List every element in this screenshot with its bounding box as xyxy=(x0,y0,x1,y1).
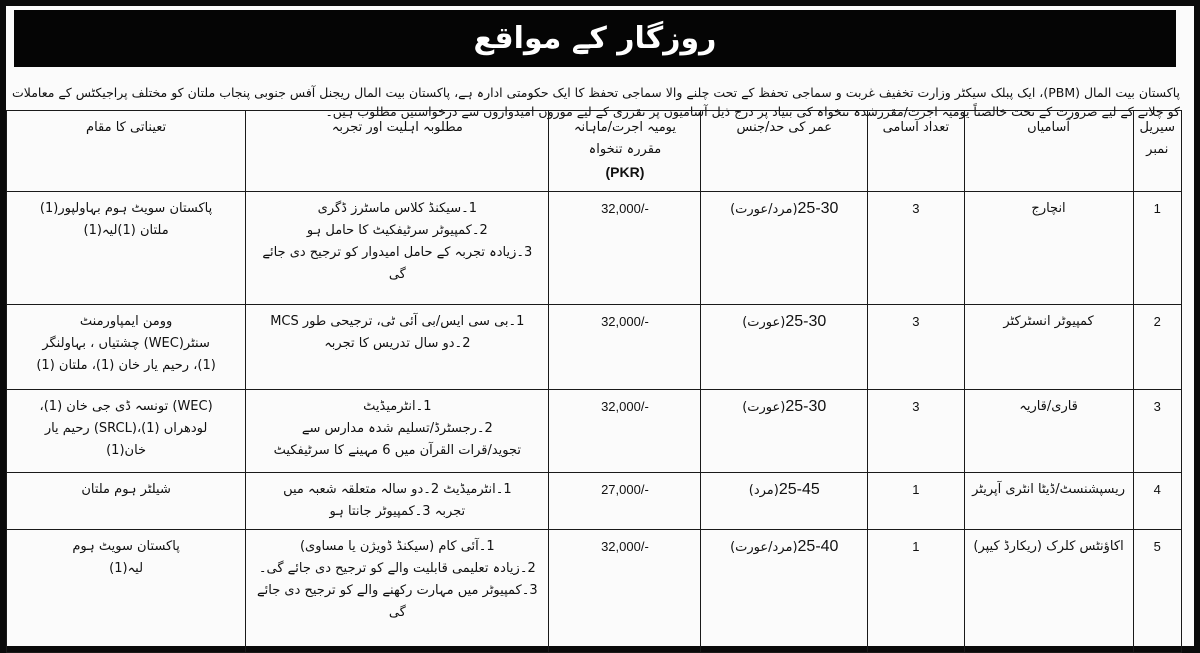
header-pay xyxy=(549,111,701,192)
qualification-line: 2۔زیادہ تعلیمی قابلیت والے کو ترجیح دی جائے گی۔ xyxy=(258,561,536,576)
cell-pay xyxy=(549,473,701,530)
location-line: (WEC) تونسہ ڈی جی خان (1)، xyxy=(39,399,213,414)
age-range: 25-40 xyxy=(797,538,839,555)
vacancies-table xyxy=(6,110,1182,653)
age-range: 25-30 xyxy=(797,200,839,217)
table-row xyxy=(7,530,1182,653)
qualification-line: تجوید/قرات القرآن میں 6 مہینے کا سرٹیفکیٹ xyxy=(273,443,522,458)
pay-value: 32,000/- xyxy=(601,399,649,414)
cell-serial: 1 xyxy=(1133,192,1181,305)
table-row xyxy=(7,390,1182,473)
location-line: وومن ایمپاورمنٹ xyxy=(79,314,173,329)
location-line: لیہ(1) xyxy=(109,561,144,576)
cell-age-gender xyxy=(701,192,868,305)
table-row xyxy=(7,305,1182,390)
header-serial: سیریل نمبر xyxy=(1133,111,1181,192)
cell-post: اکاؤنٹس کلرک (ریکارڈ کیپر) xyxy=(964,530,1133,653)
cell-location xyxy=(7,473,246,530)
qualification-line: تجربہ 3۔کمپیوٹر جانتا ہو xyxy=(329,504,466,519)
cell-location xyxy=(7,390,246,473)
qualification-line: 1۔آئی کام (سیکنڈ ڈویژن یا مساوی) xyxy=(299,539,495,554)
cell-age-gender xyxy=(701,530,868,653)
location-line: شیلٹر ہوم ملتان xyxy=(81,482,171,497)
cell-count: 3 xyxy=(868,305,964,390)
cell-age-gender xyxy=(701,473,868,530)
header-count: تعداد آسامی xyxy=(868,111,964,192)
cell-qualification xyxy=(246,390,549,473)
qualification-line: 2۔دو سال تدریس کا تجربہ xyxy=(324,336,471,351)
cell-pay xyxy=(549,390,701,473)
table-row xyxy=(7,473,1182,530)
cell-qualification xyxy=(246,192,549,305)
cell-count: 3 xyxy=(868,192,964,305)
header-pay-unit: (PKR) xyxy=(605,164,645,180)
cell-location xyxy=(7,530,246,653)
cell-post: ریسپشنسٹ/ڈیٹا انٹری آپریٹر xyxy=(964,473,1133,530)
cell-location xyxy=(7,305,246,390)
gender: (مرد) xyxy=(748,483,779,498)
table-header-row xyxy=(7,111,1182,192)
page-title: روزگار کے مواقع xyxy=(473,21,717,56)
intro-paragraph: پاکستان بیت المال (PBM)، ایک پبلک سیکٹر وزارت تخفیف غربت و سماجی تحفظ کے تحت چلنے والا سماجی تحفظ کا ایک حکومتی ادارہ ہے، پاکستان بیت المال ریجنل آفس جنوبی پنجاب ملتان کو مختلف پراجیکٹس کے معاملات کو چلانے کے لیے ضرورت کے تحت خالصتاً یومیہ اجرت/مقررشدہ تنخواہ کی بنیاد پر درج ذیل آسامیوں پر تقرری کے لیے موزوں امیدواروں سے درخواستیں مطلوب ہیں۔ xyxy=(12,84,1181,119)
qualification-line: 1۔انٹرمیڈیٹ xyxy=(363,399,432,414)
location-line: لودھراں (1)،(SRCL) رحیم یار xyxy=(44,421,208,436)
qualification-line: 2۔کمپیوٹر سرٹیفکیٹ کا حامل ہو xyxy=(306,223,488,238)
cell-serial: 4 xyxy=(1133,473,1181,530)
qualification-line: 3۔زیادہ تجربہ کے حامل امیدوار کو ترجیح دی جائے گی xyxy=(262,245,533,282)
cell-post: قاری/قاریہ xyxy=(964,390,1133,473)
cell-serial: 5 xyxy=(1133,530,1181,653)
location-line: پاکستان سویٹ ہوم xyxy=(72,539,180,554)
header-qualification: مطلوبہ اہلیت اور تجربہ xyxy=(246,111,549,192)
title-banner xyxy=(14,10,1176,67)
location-line: خان(1) xyxy=(106,443,147,458)
location-line: (1)، رحیم یار خان (1)، ملتان (1) xyxy=(36,358,216,373)
cell-pay xyxy=(549,305,701,390)
qualification-line: 2۔رجسٹرڈ/تسلیم شدہ مدارس سے xyxy=(301,421,493,436)
cell-serial: 3 xyxy=(1133,390,1181,473)
cell-age-gender xyxy=(701,390,868,473)
age-range: 25-45 xyxy=(778,481,820,498)
gender: (عورت) xyxy=(742,400,786,415)
cell-qualification xyxy=(246,473,549,530)
cell-location xyxy=(7,192,246,305)
gender: (مرد/عورت) xyxy=(730,540,798,555)
qualification-line: 1۔انٹرمیڈیٹ 2۔دو سالہ متعلقہ شعبہ میں xyxy=(283,482,512,497)
cell-post: انچارج xyxy=(964,192,1133,305)
cell-pay xyxy=(549,530,701,653)
table-row xyxy=(7,192,1182,305)
cell-pay xyxy=(549,192,701,305)
cell-age-gender xyxy=(701,305,868,390)
location-line: سنٹر(WEC) چشتیاں ، بہاولنگر xyxy=(42,336,210,351)
pay-value: 27,000/- xyxy=(601,482,649,497)
qualification-line: 1۔سیکنڈ کلاس ماسٹرز ڈگری xyxy=(317,201,478,216)
header-pay-line2: مقررہ تنخواہ xyxy=(588,142,662,157)
cell-post: کمپیوٹر انسٹرکٹر xyxy=(964,305,1133,390)
cell-qualification xyxy=(246,530,549,653)
gender: (عورت) xyxy=(742,315,786,330)
pay-value: 32,000/- xyxy=(601,201,649,216)
location-line: ملتان (1)لیہ(1) xyxy=(83,223,169,238)
pay-value: 32,000/- xyxy=(601,314,649,329)
cell-qualification xyxy=(246,305,549,390)
qualification-line: 1۔بی سی ایس/بی آئی ٹی، ترجیحی طور MCS xyxy=(270,314,525,329)
cell-count: 1 xyxy=(868,530,964,653)
header-location: تعیناتی کا مقام xyxy=(7,111,246,192)
header-post: آسامیاں xyxy=(964,111,1133,192)
age-range: 25-30 xyxy=(785,398,827,415)
cell-count: 1 xyxy=(868,473,964,530)
gender: (مرد/عورت) xyxy=(730,202,798,217)
age-range: 25-30 xyxy=(785,313,827,330)
cell-count: 3 xyxy=(868,390,964,473)
location-line: پاکستان سویٹ ہوم بہاولپور(1) xyxy=(39,201,213,216)
cell-serial: 2 xyxy=(1133,305,1181,390)
pay-value: 32,000/- xyxy=(601,539,649,554)
header-age-gender: عمر کی حد/جنس xyxy=(701,111,868,192)
qualification-line: 3۔کمپیوٹر میں مہارت رکھنے والے کو ترجیح دی جائے گی xyxy=(257,583,538,620)
header-pay-line1: یومیہ اجرت/ماہانہ xyxy=(573,120,677,135)
